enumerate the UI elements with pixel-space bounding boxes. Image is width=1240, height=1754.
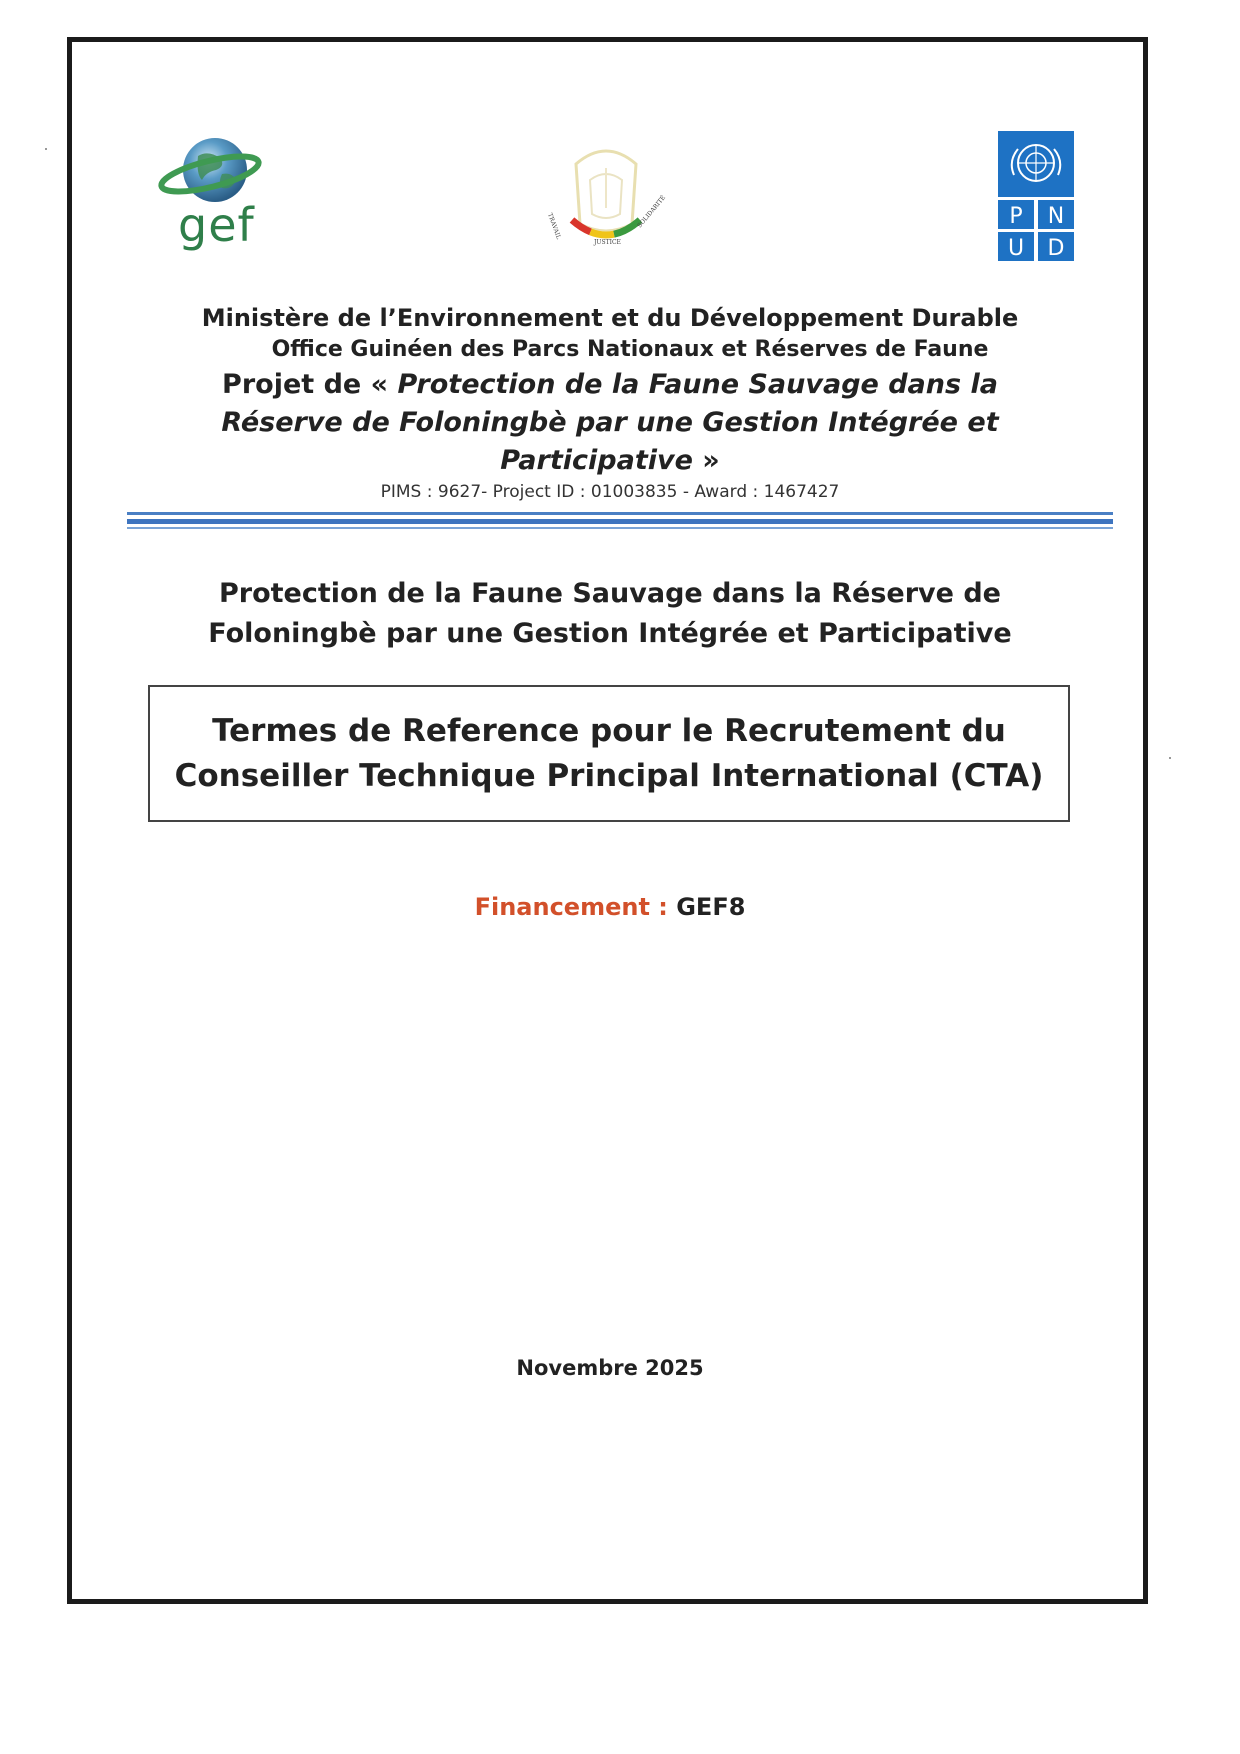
pims-reference: PIMS : 9627- Project ID : 01003835 - Award : 1467427 [380,482,840,502]
coat-motto-right: SOLIDARITÉ [636,194,668,230]
scan-speck [1169,757,1171,759]
financing-line [120,893,1100,921]
project-title-line-1 [120,366,1100,404]
project-suffix: » [692,445,720,476]
pnud-logo [998,131,1074,261]
gef-logo-text: gef [178,198,255,252]
financing-value: GEF8 [676,893,746,921]
tor-title-line-2: Conseiller Technique Principal International (CTA) [174,757,1044,794]
pnud-letter-n: N [1047,204,1065,229]
scan-speck [45,148,47,150]
project-title-line-3 [120,442,1100,480]
gef-logo [158,132,268,257]
guinea-coat-of-arms [542,144,670,262]
header-divider-bottom [127,527,1113,529]
project-title-line-2: Réserve de Foloningbè par une Gestion Intégrée et [221,407,999,438]
subtitle-line-2: Foloningbè par une Gestion Intégrée et Participative [208,618,1012,649]
subtitle-line-1: Protection de la Faune Sauvage dans la Réserve de [219,578,1001,609]
coat-motto-center: JUSTICE [594,239,621,246]
pnud-letter-u: U [1007,236,1025,261]
document-subtitle [120,574,1100,654]
tor-title-line-1: Termes de Reference pour le Recrutement du [212,712,1006,749]
tor-title-box [148,685,1070,822]
pnud-letter-p: P [1009,204,1023,229]
document-date: Novembre 2025 [516,1356,704,1380]
project-prefix: Projet de « [222,369,398,400]
project-title-part-3: Participative [500,445,693,476]
ministry-name: Ministère de l’Environnement et du Développement Durable [201,304,1019,332]
coat-of-arms-icon [542,144,670,262]
pnud-letter-d: D [1047,236,1065,261]
header-divider-middle [127,519,1113,524]
project-title-part-1: Protection de la Faune Sauvage dans la [397,369,998,400]
office-name: Office Guinéen des Parcs Nationaux et Réserves de Faune [271,337,989,362]
pnud-logo-icon [998,131,1074,261]
header-divider-top [127,512,1113,515]
coat-motto-left: TRAVAIL [546,212,562,241]
financing-label: Financement : [474,893,677,921]
tor-title [175,709,1044,799]
document-header [120,302,1100,504]
